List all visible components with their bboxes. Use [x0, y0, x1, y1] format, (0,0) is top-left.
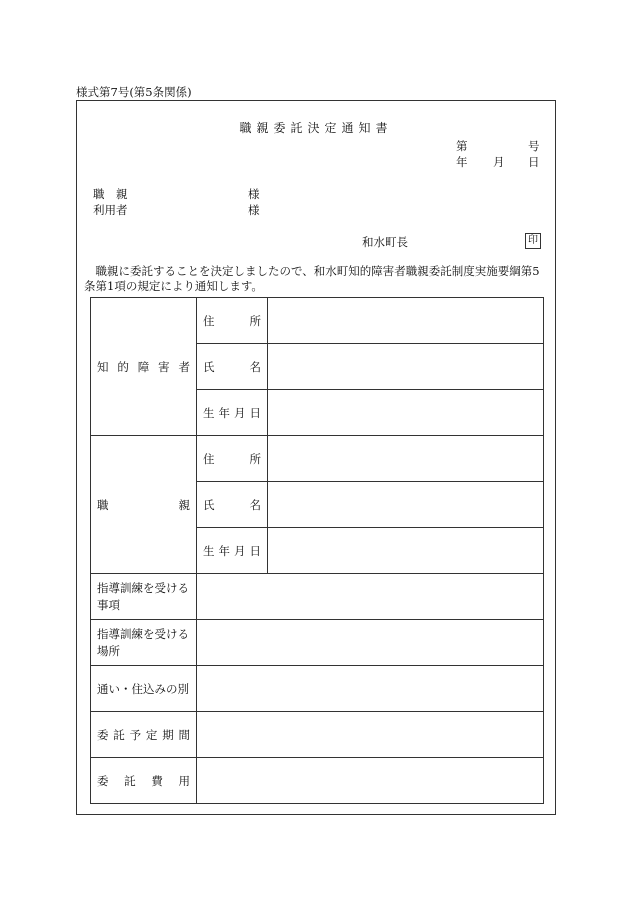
row-label-char: 定 — [145, 727, 158, 742]
row-label: 指導訓練を受ける事項 — [97, 580, 189, 612]
field-label-char: 所 — [249, 313, 261, 328]
form-number: 様式第7号(第5条関係) — [76, 85, 192, 99]
field-label-char: 日 — [249, 543, 261, 558]
recipient-shokuoya-honorific: 様 — [248, 187, 260, 201]
table-row — [91, 666, 544, 712]
field-label-cell — [197, 390, 268, 436]
group-label-char: 親 — [178, 497, 190, 512]
row-label-cell — [91, 666, 197, 712]
field-label — [203, 313, 261, 329]
row-label-char: 用 — [178, 773, 190, 788]
field-label-cell — [197, 298, 268, 344]
row-label-char: 間 — [178, 727, 190, 742]
field-label — [203, 543, 261, 559]
group-label-char: 職 — [97, 497, 109, 512]
row-label-char: 託 — [113, 727, 125, 742]
field-label-char: 名 — [249, 359, 261, 374]
row-label-char: 委 — [97, 773, 109, 788]
field-label-char: 月 — [234, 543, 246, 558]
field-label-char: 日 — [249, 405, 261, 420]
field-label-char: 生 — [203, 543, 215, 558]
field-label-cell — [197, 482, 268, 528]
seal-mark: 印 — [525, 233, 541, 249]
group-label-char: 障 — [137, 359, 150, 374]
table-row — [91, 758, 544, 804]
field-label-cell — [197, 528, 268, 574]
row-label-char: 予 — [129, 727, 142, 742]
row-label — [97, 727, 190, 743]
field-value-cell[interactable] — [268, 528, 544, 574]
field-label-char: 年 — [218, 543, 230, 558]
field-label-cell — [197, 436, 268, 482]
row-label-cell — [91, 758, 197, 804]
notice-body: 職親に委託することを決定しましたので、和水町知的障害者職親委託制度実施要綱第5条第1項の規定により通知します。 — [84, 264, 540, 293]
field-value-cell[interactable] — [268, 436, 544, 482]
row-value-cell[interactable] — [197, 574, 544, 620]
row-value-cell[interactable] — [197, 758, 544, 804]
row-value-cell[interactable] — [197, 712, 544, 758]
issuer-name: 和水町長 — [362, 235, 408, 249]
field-value-cell[interactable] — [268, 298, 544, 344]
row-label-cell — [91, 620, 197, 666]
field-label-char: 氏 — [203, 359, 215, 374]
doc-number-prefix: 第 — [456, 139, 468, 153]
field-label-char: 所 — [249, 451, 261, 466]
field-label — [203, 497, 261, 513]
table-row — [91, 574, 544, 620]
field-value-cell[interactable] — [268, 482, 544, 528]
group-label-cell — [91, 436, 197, 574]
field-label-char: 氏 — [203, 497, 215, 512]
group-label — [97, 359, 190, 375]
table-row — [91, 712, 544, 758]
recipient-shokuoya-label: 職 親 — [93, 187, 128, 201]
row-label-cell — [91, 574, 197, 620]
row-label-char: 委 — [97, 727, 109, 742]
recipient-user-honorific: 様 — [248, 203, 260, 217]
field-value-cell[interactable] — [268, 390, 544, 436]
row-label: 通い・住込みの別 — [97, 681, 189, 696]
row-value-cell[interactable] — [197, 620, 544, 666]
field-label-char: 名 — [249, 497, 261, 512]
field-label — [203, 451, 261, 467]
date-year: 年 — [456, 155, 468, 169]
table-row — [91, 436, 544, 482]
date-month: 月 — [493, 155, 505, 169]
field-label-char: 住 — [203, 451, 215, 466]
doc-number-suffix: 号 — [528, 139, 540, 153]
row-label-cell — [91, 712, 197, 758]
table-row — [91, 298, 544, 344]
row-label-char: 託 — [124, 773, 136, 788]
row-label: 指導訓練を受ける場所 — [97, 626, 189, 658]
row-label — [97, 773, 190, 789]
group-label-char: 害 — [158, 359, 170, 374]
field-label — [203, 405, 261, 421]
row-value-cell[interactable] — [197, 666, 544, 712]
group-label-char: 知 — [97, 359, 109, 374]
recipient-user-label: 利用者 — [93, 203, 128, 217]
field-label — [203, 359, 261, 375]
details-table — [90, 297, 544, 804]
field-label-char: 生 — [203, 405, 215, 420]
group-label-char: 的 — [117, 359, 129, 374]
field-label-char: 年 — [218, 405, 230, 420]
document-title: 職親委託決定通知書 — [239, 121, 393, 135]
row-label-char: 期 — [162, 727, 174, 742]
table-row — [91, 620, 544, 666]
group-label-cell — [91, 298, 197, 436]
field-label-char: 住 — [203, 313, 215, 328]
field-label-cell — [197, 344, 268, 390]
field-value-cell[interactable] — [268, 344, 544, 390]
row-label-char: 費 — [151, 773, 163, 788]
group-label — [97, 497, 190, 513]
date-day: 日 — [528, 155, 540, 169]
field-label-char: 月 — [234, 405, 246, 420]
group-label-char: 者 — [178, 359, 190, 374]
